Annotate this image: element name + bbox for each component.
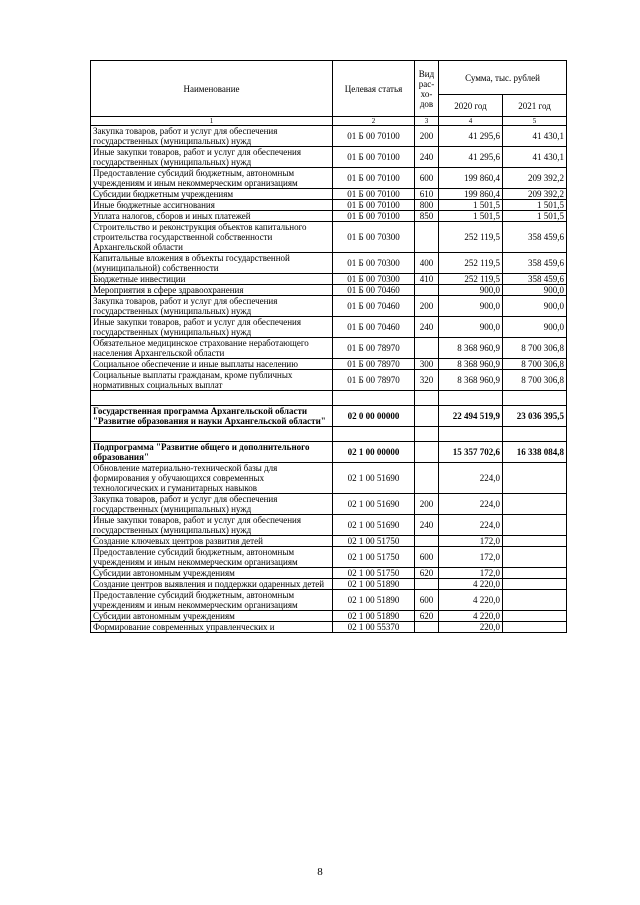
row-name: Субсидии автономным учреждениям — [91, 568, 333, 579]
row-value-2020: 8 368 960,9 — [439, 338, 503, 359]
row-value-2021 — [503, 515, 567, 536]
row-code: 01 Б 00 70460 — [333, 296, 415, 317]
row-code: 01 Б 00 70100 — [333, 189, 415, 200]
row-kind: 800 — [415, 200, 439, 211]
row-code: 01 Б 00 70460 — [333, 285, 415, 296]
table-row — [91, 370, 567, 391]
row-value-2020: 8 368 960,9 — [439, 370, 503, 391]
row-value-2020: 900,0 — [439, 296, 503, 317]
header-2020: 2020 год — [439, 95, 503, 117]
row-value-2021: 358 459,6 — [503, 274, 567, 285]
spacer-row — [91, 391, 567, 406]
row-value-2020: 8 368 960,9 — [439, 359, 503, 370]
row-value-2021: 1 501,5 — [503, 200, 567, 211]
row-kind: 400 — [415, 253, 439, 274]
row-name: Создание центров выявления и поддержки одаренных детей — [91, 579, 333, 590]
row-name: Закупка товаров, работ и услуг для обеспечения государственных (муниципальных) нужд — [91, 296, 333, 317]
row-name: Создание ключевых центров развития детей — [91, 536, 333, 547]
row-value-2021: 900,0 — [503, 296, 567, 317]
row-code: 02 1 00 51890 — [333, 590, 415, 611]
row-name: Закупка товаров, работ и услуг для обеспечения государственных (муниципальных) нужд — [91, 126, 333, 147]
row-value-2021 — [503, 590, 567, 611]
row-kind — [415, 536, 439, 547]
row-name: Мероприятия в сфере здравоохранения — [91, 285, 333, 296]
header-kind: Вид рас-хо-дов — [415, 61, 439, 117]
table-row — [91, 579, 567, 590]
table-row — [91, 611, 567, 622]
row-value-2021: 41 430,1 — [503, 126, 567, 147]
row-name: Предоставление субсидий бюджетным, автономным учреждениям и иным некоммерческим организациям — [91, 547, 333, 568]
program-name: Государственная программа Архангельской области "Развитие образования и науки Архангельской области" — [91, 406, 333, 427]
row-name: Иные закупки товаров, работ и услуг для обеспечения государственных (муниципальных) нужд — [91, 147, 333, 168]
row-code: 01 Б 00 70100 — [333, 200, 415, 211]
row-kind — [415, 622, 439, 633]
row-name: Иные закупки товаров, работ и услуг для обеспечения государственных (муниципальных) нужд — [91, 317, 333, 338]
row-value-2021 — [503, 579, 567, 590]
table-row — [91, 222, 567, 253]
row-name: Предоставление субсидий бюджетным, автономным учреждениям и иным некоммерческим организациям — [91, 590, 333, 611]
subprogram-2020: 15 357 702,6 — [439, 442, 503, 463]
row-name: Иные закупки товаров, работ и услуг для обеспечения государственных (муниципальных) нужд — [91, 515, 333, 536]
row-code: 02 1 00 51750 — [333, 547, 415, 568]
row-code: 01 Б 00 70300 — [333, 253, 415, 274]
row-value-2021: 8 700 306,8 — [503, 359, 567, 370]
row-kind: 620 — [415, 568, 439, 579]
row-value-2020: 1 501,5 — [439, 211, 503, 222]
row-value-2021: 209 392,2 — [503, 189, 567, 200]
row-code: 02 1 00 51690 — [333, 463, 415, 494]
row-kind: 850 — [415, 211, 439, 222]
table-row — [91, 515, 567, 536]
row-code: 01 Б 00 70300 — [333, 274, 415, 285]
row-kind: 600 — [415, 168, 439, 189]
row-value-2020: 4 220,0 — [439, 579, 503, 590]
row-kind: 240 — [415, 317, 439, 338]
subprogram-2021: 16 338 084,8 — [503, 442, 567, 463]
row-value-2020: 172,0 — [439, 536, 503, 547]
row-kind: 620 — [415, 611, 439, 622]
row-value-2021 — [503, 463, 567, 494]
row-name: Предоставление субсидий бюджетным, автономным учреждениям и иным некоммерческим организациям — [91, 168, 333, 189]
table-row — [91, 536, 567, 547]
row-value-2021: 358 459,6 — [503, 222, 567, 253]
table-row — [91, 285, 567, 296]
row-name: Уплата налогов, сборов и иных платежей — [91, 211, 333, 222]
row-value-2020: 252 119,5 — [439, 274, 503, 285]
row-kind: 320 — [415, 370, 439, 391]
row-name: Иные бюджетные ассигнования — [91, 200, 333, 211]
row-name: Закупка товаров, работ и услуг для обеспечения государственных (муниципальных) нужд — [91, 494, 333, 515]
row-code: 02 1 00 51690 — [333, 494, 415, 515]
row-value-2020: 172,0 — [439, 568, 503, 579]
row-code: 01 Б 00 70300 — [333, 222, 415, 253]
row-value-2021: 8 700 306,8 — [503, 338, 567, 359]
row-code: 01 Б 00 70100 — [333, 211, 415, 222]
row-kind — [415, 338, 439, 359]
table-row — [91, 547, 567, 568]
col-number: 3 — [415, 117, 439, 126]
row-value-2021 — [503, 611, 567, 622]
table-row — [91, 126, 567, 147]
row-code: 01 Б 00 70100 — [333, 147, 415, 168]
row-value-2020: 224,0 — [439, 463, 503, 494]
table-row — [91, 494, 567, 515]
row-kind — [415, 463, 439, 494]
row-value-2021: 41 430,1 — [503, 147, 567, 168]
row-kind: 200 — [415, 494, 439, 515]
row-name: Субсидии бюджетным учреждениям — [91, 189, 333, 200]
subprogram-name: Подпрограмма "Развитие общего и дополнительного образования" — [91, 442, 333, 463]
row-value-2021 — [503, 622, 567, 633]
row-value-2021: 1 501,5 — [503, 211, 567, 222]
table-row — [91, 200, 567, 211]
row-kind: 600 — [415, 547, 439, 568]
table-row — [91, 211, 567, 222]
row-code: 02 1 00 51890 — [333, 579, 415, 590]
row-value-2020: 224,0 — [439, 515, 503, 536]
row-code: 02 1 00 55370 — [333, 622, 415, 633]
row-kind: 300 — [415, 359, 439, 370]
subprogram-code: 02 1 00 00000 — [333, 442, 415, 463]
row-kind: 240 — [415, 147, 439, 168]
row-name: Обновление материально-технической базы для формирования у обучающихся современных технологических и гуманитарных навыков — [91, 463, 333, 494]
program-2021: 23 036 395,5 — [503, 406, 567, 427]
row-value-2020: 1 501,5 — [439, 200, 503, 211]
row-value-2021 — [503, 547, 567, 568]
program-kind — [415, 406, 439, 427]
col-number: 2 — [333, 117, 415, 126]
program-code: 02 0 00 00000 — [333, 406, 415, 427]
program-2020: 22 494 519,9 — [439, 406, 503, 427]
row-value-2020: 41 295,6 — [439, 147, 503, 168]
table-row — [91, 189, 567, 200]
table-row — [91, 359, 567, 370]
row-value-2020: 199 860,4 — [439, 168, 503, 189]
row-name: Социальные выплаты гражданам, кроме публичных нормативных социальных выплат — [91, 370, 333, 391]
row-code: 02 1 00 51750 — [333, 568, 415, 579]
row-kind: 200 — [415, 126, 439, 147]
row-code: 02 1 00 51890 — [333, 611, 415, 622]
table-row — [91, 147, 567, 168]
table-row — [91, 463, 567, 494]
row-value-2021: 209 392,2 — [503, 168, 567, 189]
row-value-2020: 900,0 — [439, 285, 503, 296]
row-name: Капитальные вложения в объекты государственной (муниципальной) собственности — [91, 253, 333, 274]
row-value-2020: 252 119,5 — [439, 222, 503, 253]
row-code: 01 Б 00 70460 — [333, 317, 415, 338]
col-number: 1 — [91, 117, 333, 126]
table-row — [91, 168, 567, 189]
row-value-2020: 224,0 — [439, 494, 503, 515]
row-code: 01 Б 00 78970 — [333, 370, 415, 391]
row-name: Формирование современных управленческих и — [91, 622, 333, 633]
table-row — [91, 317, 567, 338]
row-code: 01 Б 00 78970 — [333, 359, 415, 370]
row-name: Строительство и реконструкция объектов капитального строительства государственной собственности Архангельской области — [91, 222, 333, 253]
row-value-2021 — [503, 536, 567, 547]
row-value-2021 — [503, 494, 567, 515]
row-name: Субсидии автономным учреждениям — [91, 611, 333, 622]
row-kind: 410 — [415, 274, 439, 285]
row-value-2020: 4 220,0 — [439, 590, 503, 611]
row-kind: 600 — [415, 590, 439, 611]
row-value-2021 — [503, 568, 567, 579]
row-name: Бюджетные инвестиции — [91, 274, 333, 285]
row-kind: 240 — [415, 515, 439, 536]
row-value-2021: 8 700 306,8 — [503, 370, 567, 391]
header-name: Наименование — [91, 61, 333, 117]
table-row — [91, 296, 567, 317]
row-value-2021: 900,0 — [503, 285, 567, 296]
row-value-2020: 172,0 — [439, 547, 503, 568]
row-value-2020: 252 119,5 — [439, 253, 503, 274]
subprogram-row — [91, 442, 567, 463]
table-row — [91, 590, 567, 611]
row-kind — [415, 579, 439, 590]
row-kind — [415, 222, 439, 253]
budget-table — [90, 60, 567, 633]
table-row — [91, 622, 567, 633]
row-code: 01 Б 00 70100 — [333, 168, 415, 189]
header-2021: 2021 год — [503, 95, 567, 117]
row-value-2021: 900,0 — [503, 317, 567, 338]
row-value-2020: 900,0 — [439, 317, 503, 338]
header-target: Целевая статья — [333, 61, 415, 117]
col-number: 5 — [503, 117, 567, 126]
table-row — [91, 568, 567, 579]
row-value-2020: 41 295,6 — [439, 126, 503, 147]
table-row — [91, 253, 567, 274]
spacer-row — [91, 427, 567, 442]
row-code: 02 1 00 51690 — [333, 515, 415, 536]
row-code: 02 1 00 51750 — [333, 536, 415, 547]
row-name: Обязательное медицинское страхование неработающего населения Архангельской области — [91, 338, 333, 359]
row-name: Социальное обеспечение и иные выплаты населению — [91, 359, 333, 370]
row-kind: 200 — [415, 296, 439, 317]
header-sum: Сумма, тыс. рублей — [439, 61, 567, 95]
row-kind — [415, 285, 439, 296]
row-value-2020: 199 860,4 — [439, 189, 503, 200]
subprogram-kind — [415, 442, 439, 463]
program-row — [91, 406, 567, 427]
col-number: 4 — [439, 117, 503, 126]
row-value-2021: 358 459,6 — [503, 253, 567, 274]
row-code: 01 Б 00 78970 — [333, 338, 415, 359]
table-row — [91, 274, 567, 285]
row-code: 01 Б 00 70100 — [333, 126, 415, 147]
row-kind: 610 — [415, 189, 439, 200]
row-value-2020: 4 220,0 — [439, 611, 503, 622]
row-value-2020: 220,0 — [439, 622, 503, 633]
table-row — [91, 338, 567, 359]
page-number: 8 — [317, 866, 323, 878]
